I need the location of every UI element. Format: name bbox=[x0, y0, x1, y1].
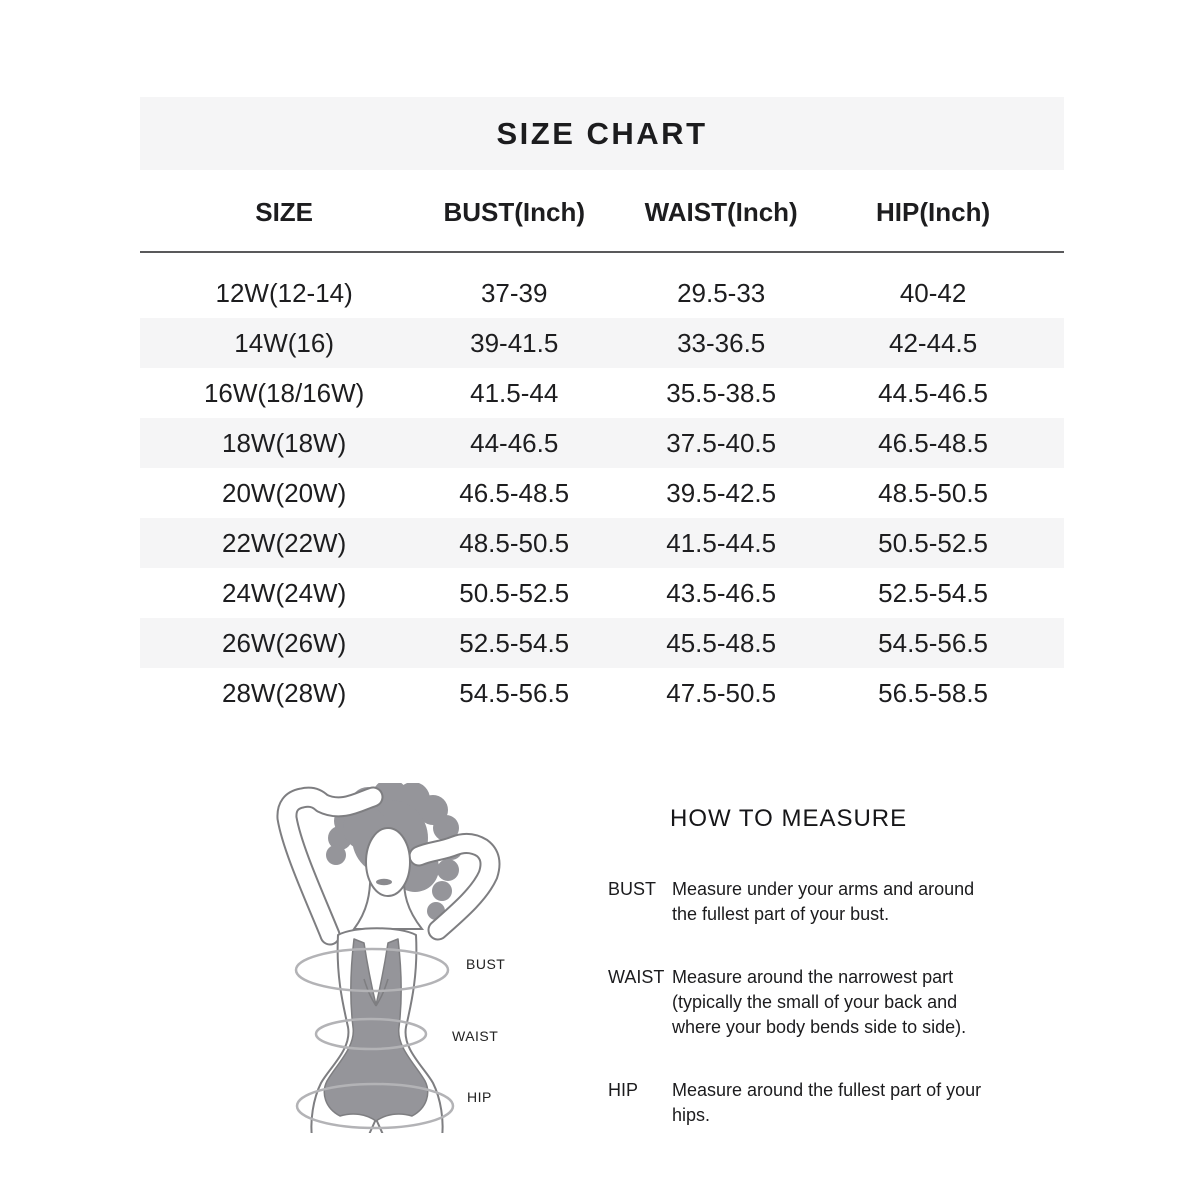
how-to-measure-title: HOW TO MEASURE bbox=[670, 805, 908, 832]
cell-hip: 50.5-52.5 bbox=[878, 528, 989, 558]
table-row bbox=[140, 618, 1064, 668]
cell-waist: 33-36.5 bbox=[677, 328, 766, 358]
figure-bust-label: BUST bbox=[466, 956, 506, 972]
title-bar bbox=[140, 97, 1064, 170]
cell-bust: 39-41.5 bbox=[470, 328, 559, 358]
measure-item-label: BUST bbox=[608, 879, 657, 899]
measurement-figure-illustration bbox=[250, 783, 550, 1188]
column-header-bust: BUST(Inch) bbox=[443, 197, 585, 227]
measure-item-text: Measure around the narrowest part (typically the small of your back and where your body bends side to side). bbox=[672, 967, 967, 1037]
table-row bbox=[140, 318, 1064, 368]
cell-bust: 48.5-50.5 bbox=[459, 528, 570, 558]
figure-face bbox=[366, 828, 410, 896]
table-row bbox=[140, 368, 1064, 418]
table-row bbox=[140, 468, 1064, 518]
page-title: SIZE CHART bbox=[496, 115, 708, 151]
table-row bbox=[140, 268, 1064, 318]
cell-hip: 48.5-50.5 bbox=[878, 478, 989, 508]
figure-lips bbox=[376, 879, 392, 885]
size-table-header bbox=[140, 185, 1064, 240]
cell-waist: 41.5-44.5 bbox=[666, 528, 777, 558]
cell-waist: 29.5-33 bbox=[677, 278, 766, 308]
cell-waist: 39.5-42.5 bbox=[666, 478, 777, 508]
cell-hip: 56.5-58.5 bbox=[878, 678, 989, 708]
table-row bbox=[140, 418, 1064, 468]
column-header-size: SIZE bbox=[255, 197, 314, 227]
column-header-hip: HIP(Inch) bbox=[876, 197, 991, 227]
cell-hip: 44.5-46.5 bbox=[878, 378, 989, 408]
cell-hip: 52.5-54.5 bbox=[878, 578, 989, 608]
cell-size: 12W(12-14) bbox=[215, 278, 353, 308]
cell-hip: 42-44.5 bbox=[889, 328, 978, 358]
cell-hip: 54.5-56.5 bbox=[878, 628, 989, 658]
cell-waist: 35.5-38.5 bbox=[666, 378, 777, 408]
measure-item bbox=[608, 965, 1028, 1040]
cell-waist: 43.5-46.5 bbox=[666, 578, 777, 608]
cell-bust: 37-39 bbox=[480, 278, 548, 308]
cell-bust: 46.5-48.5 bbox=[459, 478, 570, 508]
cell-size: 20W(20W) bbox=[222, 478, 347, 508]
measure-item-label: WAIST bbox=[608, 967, 665, 987]
header-divider bbox=[140, 251, 1064, 253]
table-row bbox=[140, 568, 1064, 618]
figure-hip-label: HIP bbox=[467, 1089, 492, 1105]
cell-waist: 45.5-48.5 bbox=[666, 628, 777, 658]
cell-size: 24W(24W) bbox=[222, 578, 347, 608]
cell-size: 28W(28W) bbox=[222, 678, 347, 708]
cell-bust: 44-46.5 bbox=[470, 428, 559, 458]
cell-waist: 37.5-40.5 bbox=[666, 428, 777, 458]
cell-size: 22W(22W) bbox=[222, 528, 347, 558]
measure-item bbox=[608, 877, 1028, 927]
measure-item bbox=[608, 1078, 1028, 1128]
cell-hip: 46.5-48.5 bbox=[878, 428, 989, 458]
table-row bbox=[140, 518, 1064, 568]
cell-bust: 54.5-56.5 bbox=[459, 678, 570, 708]
cell-waist: 47.5-50.5 bbox=[666, 678, 777, 708]
cell-size: 14W(16) bbox=[234, 328, 334, 358]
cell-bust: 41.5-44 bbox=[470, 378, 559, 408]
measure-item-text: Measure under your arms and around the fullest part of your bust. bbox=[672, 879, 975, 924]
cell-hip: 40-42 bbox=[899, 278, 967, 308]
cell-bust: 50.5-52.5 bbox=[459, 578, 570, 608]
cell-size: 18W(18W) bbox=[222, 428, 347, 458]
cell-size: 26W(26W) bbox=[222, 628, 347, 658]
measure-list bbox=[608, 877, 1028, 1166]
cell-bust: 52.5-54.5 bbox=[459, 628, 570, 658]
column-header-waist: WAIST(Inch) bbox=[644, 197, 798, 227]
figure-waist-label: WAIST bbox=[452, 1028, 499, 1044]
measure-item-label: HIP bbox=[608, 1080, 639, 1100]
measure-item-text: Measure around the fullest part of your hips. bbox=[672, 1080, 982, 1125]
table-row bbox=[140, 668, 1064, 718]
cell-size: 16W(18/16W) bbox=[203, 378, 365, 408]
size-table-body bbox=[140, 268, 1064, 718]
